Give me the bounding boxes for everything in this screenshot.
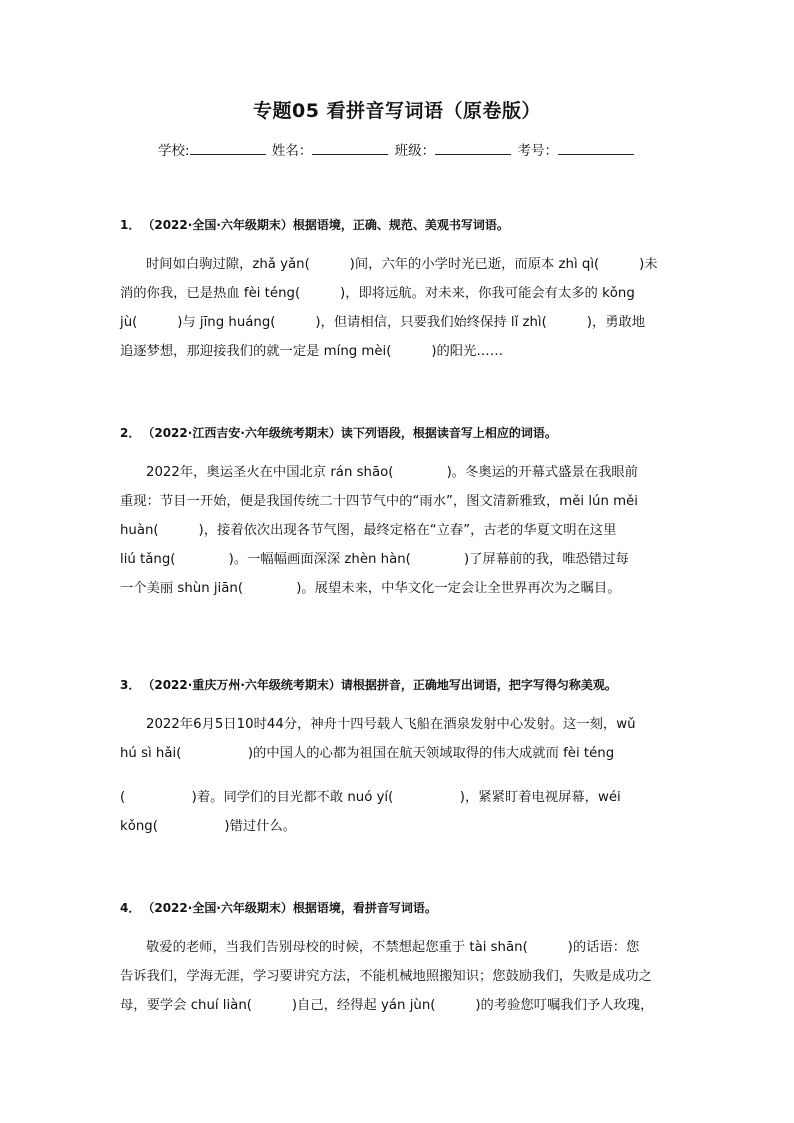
page-title: 专题05 看拼音写词语（原卷版）	[252, 100, 542, 122]
question-3	[120, 676, 676, 844]
class-blank[interactable]	[435, 153, 511, 155]
question-2-number: 2．	[120, 426, 141, 440]
passage-line: 时间如白驹过隙，zhǎ yǎn( )间，六年的小学时光已逝，而原本 zhì qì( )未	[146, 257, 658, 272]
passage-line: 重现：节目一开始，便是我国传统二十四节气中的“雨水”，图文清新雅致，měi lún měi	[120, 494, 638, 509]
student-info-row	[0, 139, 794, 159]
question-2-prompt: （2022·江西吉安·六年级统考期末）读下列语段，根据读音写上相应的词语。	[148, 426, 557, 440]
question-4-heading	[120, 899, 676, 916]
question-3-number: 3．	[120, 678, 141, 692]
passage-line: liú tǎng( )。一幅幅画面深深 zhèn hàn( )了屏幕前的我，唯恐错过每	[120, 552, 629, 567]
question-4-prompt: （2022·全国·六年级期末）根据语境，看拼音写词语。	[148, 901, 437, 915]
question-1-passage	[120, 253, 676, 369]
passage-line: 消的你我，已是热血 fèi téng( )，即将远航。对未来，你我可能会有太多的 kǒng	[120, 286, 635, 301]
question-3-passage	[120, 713, 676, 844]
question-4-number: 4．	[120, 901, 141, 915]
passage-line: jù( )与 jīng huáng( )，但请相信，只要我们始终保持 lǐ zhì( )，勇敢地	[120, 315, 646, 330]
passage-line: 追逐梦想，那迎接我们的就一定是 míng mèi( )的阳光……	[120, 344, 503, 359]
question-2-heading	[120, 424, 676, 441]
question-3-heading	[120, 676, 676, 693]
question-4-passage	[120, 936, 676, 1023]
question-2	[120, 424, 676, 606]
question-3-prompt: （2022·重庆万州·六年级统考期末）请根据拼音，正确地写出词语，把字写得匀称美观。	[148, 678, 617, 692]
class-label: 班级：	[394, 143, 436, 159]
passage-line: 母，要学会 chuí liàn( )自己，经得起 yán jùn( )的考验您叮嘱我们予人玫瑰，	[120, 998, 654, 1013]
exam-no-blank[interactable]	[558, 153, 634, 155]
passage-line: 2022年，奥运圣火在中国北京 rán shāo( )。冬奥运的开幕式盛景在我眼前	[146, 465, 638, 480]
passage-line: 2022年6月5日10时44分，神舟十四号载人飞船在酒泉发射中心发射。这一刻，wǔ	[146, 717, 636, 732]
name-label: 姓名：	[271, 143, 313, 159]
question-2-passage	[120, 461, 676, 606]
passage-line: kǒng( )错过什么。	[120, 819, 297, 834]
school-blank[interactable]	[190, 153, 266, 155]
passage-line: 敬爱的老师，当我们告别母校的时候，不禁想起您重于 tài shān( )的话语：您	[146, 940, 640, 955]
question-1-prompt: （2022·全国·六年级期末）根据语境，正确、规范、美观书写词语。	[148, 218, 509, 232]
question-4	[120, 899, 676, 1023]
exam-no-label: 考号：	[517, 143, 558, 159]
passage-line: huàn( )，接着依次出现各节气图，最终定格在“立春”，古老的华夏文明在这里	[120, 523, 617, 538]
name-blank[interactable]	[312, 153, 388, 155]
school-label: 学校:	[158, 143, 190, 159]
passage-line: ( )着。同学们的目光都不敢 nuó yí( )，紧紧盯着电视屏幕，wéi	[120, 790, 621, 805]
question-1	[120, 216, 676, 369]
question-1-number: 1．	[120, 218, 141, 232]
passage-line: 告诉我们，学海无涯，学习要讲究方法，不能机械地照搬知识；您鼓励我们，失败是成功之	[120, 969, 652, 984]
question-1-heading	[120, 216, 676, 233]
passage-line: hú sì hǎi( )的中国人的心都为祖国在航天领域取得的伟大成就而 fèi téng	[120, 746, 615, 761]
passage-line: 一个美丽 shùn jiān( )。展望未来，中华文化一定会让全世界再次为之瞩目。	[120, 581, 621, 596]
